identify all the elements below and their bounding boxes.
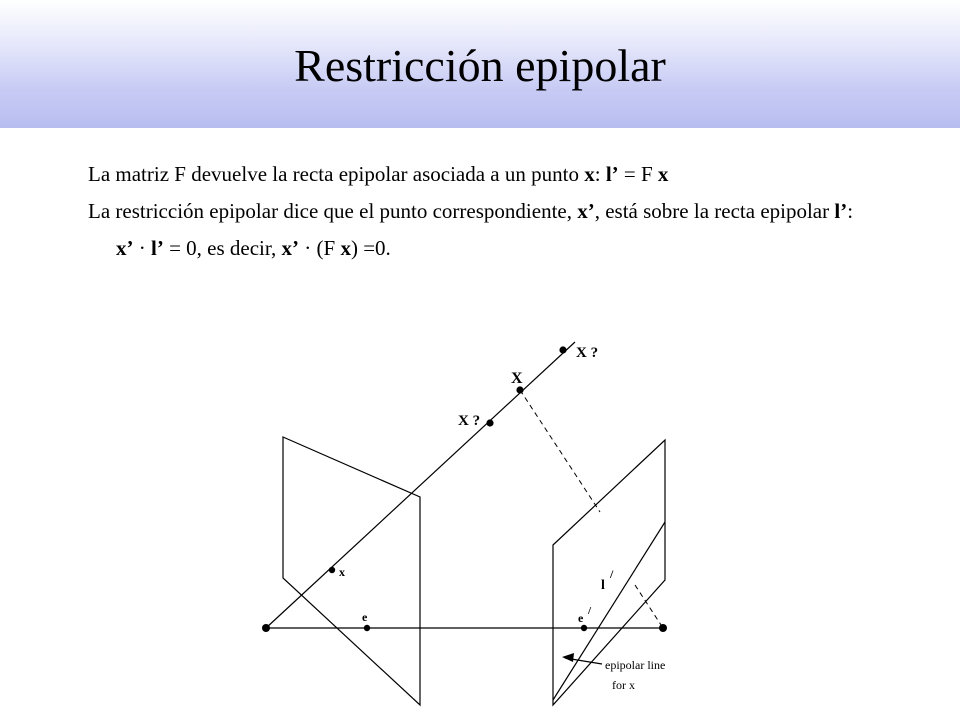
symbol-x: x bbox=[340, 236, 351, 260]
slide-body bbox=[88, 160, 888, 263]
candidate-point-low bbox=[486, 419, 493, 426]
label-X-top: X ? bbox=[576, 345, 599, 361]
epipolar-line bbox=[553, 522, 665, 700]
text-segment: , está sobre la recta epipolar bbox=[594, 199, 835, 223]
image-point-x bbox=[329, 567, 335, 573]
world-point-X bbox=[516, 386, 523, 393]
epipole-e-prime bbox=[581, 625, 587, 631]
callout-arrowhead bbox=[562, 653, 574, 662]
text-segment: = F bbox=[618, 162, 658, 186]
projection-ray-to-camera bbox=[635, 585, 663, 628]
epipolar-geometry-diagram bbox=[0, 320, 960, 720]
label-l: l bbox=[601, 578, 605, 593]
caption-epipolar-line: epipolar line bbox=[605, 658, 666, 672]
label-X: X bbox=[511, 370, 523, 387]
text-segment: · (F bbox=[299, 236, 341, 260]
symbol-x-prime: x’ bbox=[116, 236, 134, 260]
symbol-l-prime: l’ bbox=[605, 162, 619, 186]
text-segment: · bbox=[133, 236, 151, 260]
right-camera-center bbox=[659, 624, 667, 632]
caption-for-x: for x bbox=[612, 678, 635, 692]
text-segment: La matriz F devuelve la recta epipolar asociada a un punto bbox=[88, 162, 585, 186]
text-segment: : bbox=[594, 162, 606, 186]
candidate-point-high bbox=[559, 346, 566, 353]
label-x: x bbox=[339, 565, 345, 579]
symbol-x: x bbox=[657, 162, 669, 186]
label-X-low: X ? bbox=[458, 413, 481, 429]
label-e-prime: / bbox=[588, 605, 592, 617]
symbol-l-prime: l’ bbox=[834, 199, 848, 223]
text-segment: ) =0. bbox=[350, 236, 391, 260]
symbol-l-prime: l’ bbox=[151, 236, 164, 260]
equation-epipolar-constraint bbox=[88, 234, 888, 263]
statement-epipolar-constraint bbox=[88, 197, 888, 226]
epipole-e bbox=[364, 625, 370, 631]
text-segment: = 0, es decir, bbox=[163, 236, 282, 260]
symbol-x-prime: x’ bbox=[281, 236, 300, 260]
projection-ray-dashed bbox=[520, 390, 600, 512]
left-camera-center bbox=[262, 624, 270, 632]
text-segment: La restricción epipolar dice que el punto correspondiente, bbox=[88, 199, 578, 223]
statement-fundamental-matrix bbox=[88, 160, 888, 189]
label-e-right: e bbox=[578, 611, 584, 625]
symbol-x-prime: x’ bbox=[577, 199, 595, 223]
label-l-prime: / bbox=[610, 567, 614, 581]
symbol-x: x bbox=[584, 162, 595, 186]
left-image-plane bbox=[283, 437, 420, 705]
text-segment: : bbox=[847, 199, 854, 223]
slide-title: Restricción epipolar bbox=[294, 40, 666, 91]
label-e: e bbox=[362, 610, 368, 624]
